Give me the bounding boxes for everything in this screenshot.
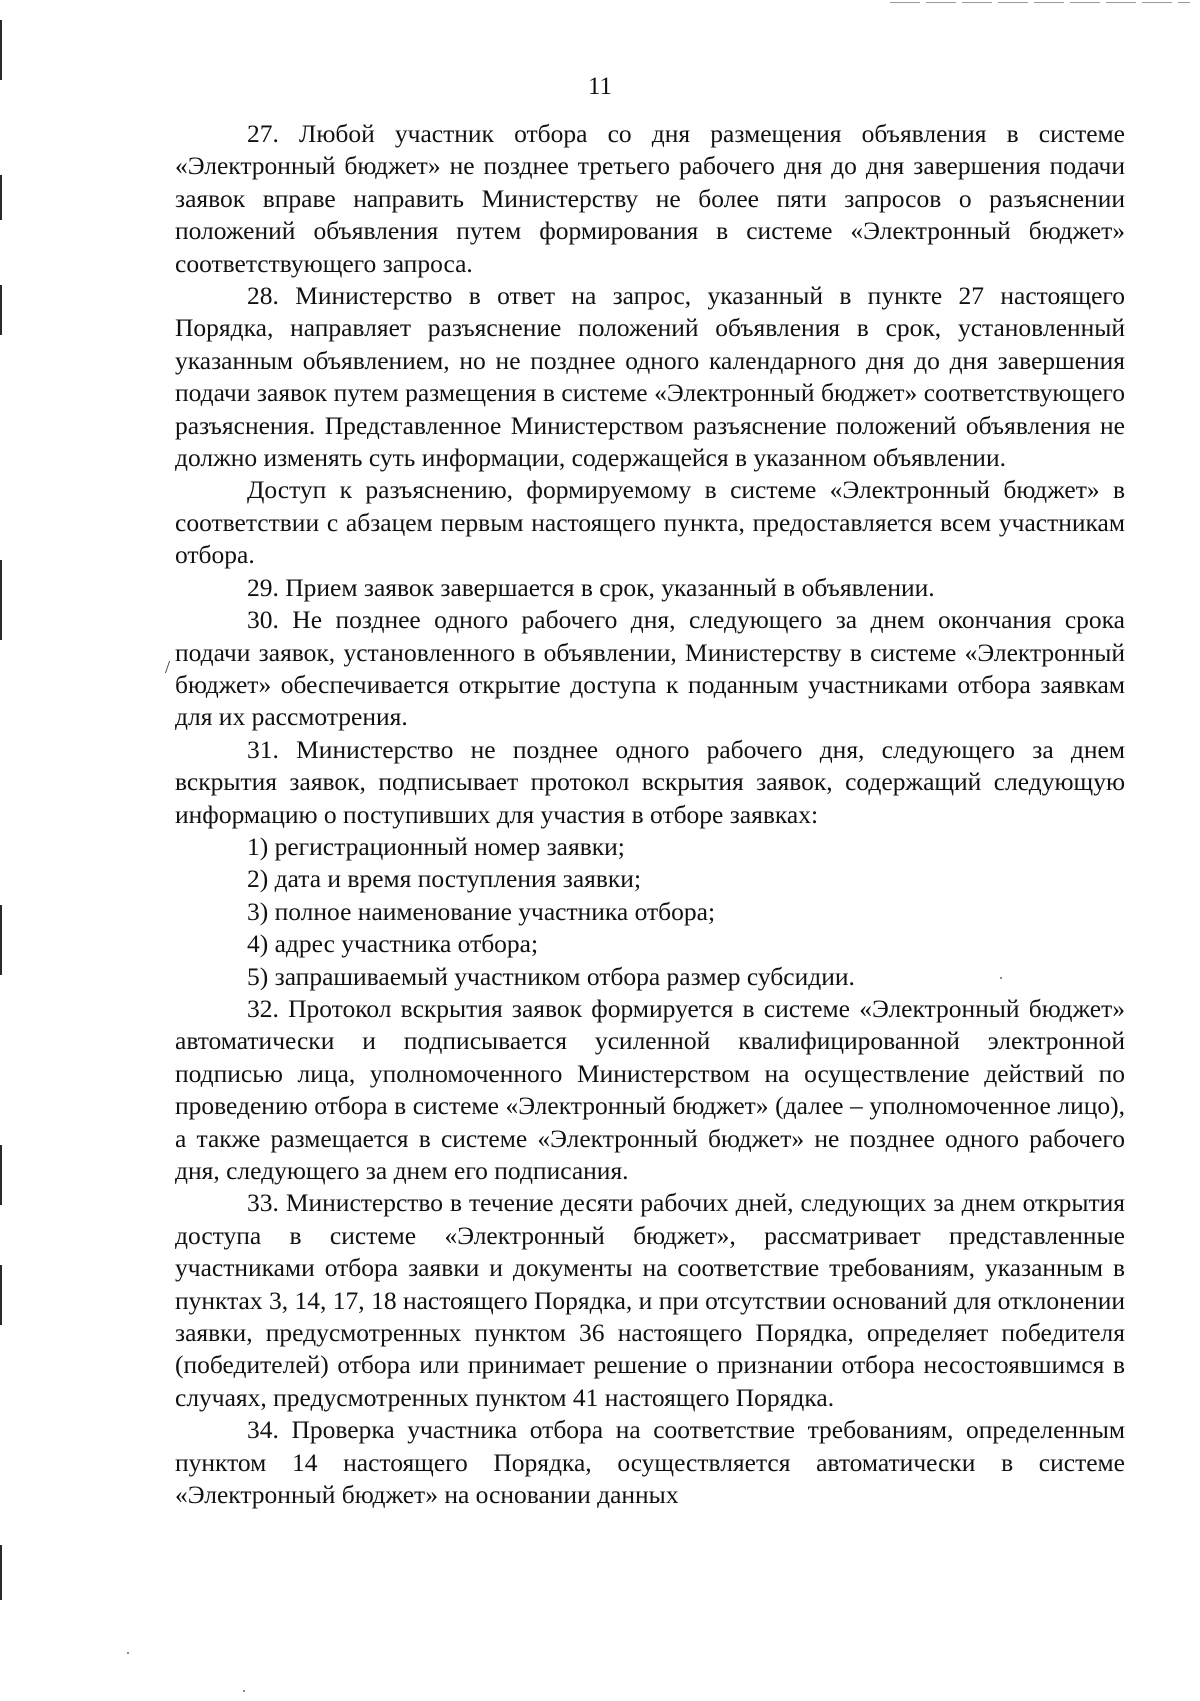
paragraph: 27. Любой участник отбора со дня размещения объявления в системе «Электронный бюджет» не позднее третьего рабочего дня до дня завершения подачи заявок вправе направить Министерству не более пяти запросов о разъяснении положений объявления путем формирования в системе «Электронный бюджет» соответствующего запроса. [175,119,1125,278]
scan-artifact-left-edge [0,20,2,80]
paragraph: 28. Министерство в ответ на запрос, указанный в пункте 27 настоящего Порядка, направляет разъяснение положений объявления в срок, установленный указанным объявлением, но не позднее одного календарного дня до дня завершения подачи заявок путем размещения в системе «Электронный бюджет» соответствующего разъяснения. Представленное Министерством разъяснение положений объявления не должно изменять суть информации, содержащейся в указанном объявлении. [175,281,1125,473]
list-item: 2) дата и время поступления заявки; [247,864,642,894]
paragraph: 31. Министерство не позднее одного рабочего дня, следующего за днем вскрытия заявок, подписывает протокол вскрытия заявок, содержащий следующую информацию о поступивших для участия в отборе заявках: [175,734,1125,829]
pen-mark: / [165,657,171,677]
paragraph: 30. Не позднее одного рабочего дня, следующего за днем окончания срока подачи заявок, установленного в объявлении, Министерству в системе «Электронный бюджет» обеспечивается открытие доступа к поданным участниками отбора заявкам для их рассмотрения. [175,605,1125,732]
scan-artifact-left-edge [0,560,2,640]
list-item: 5) запрашиваемый участником отбора размер субсидии. [247,961,855,991]
list-item: 1) регистрационный номер заявки; [247,831,625,861]
scan-artifact-left-edge [0,905,2,975]
scan-speck [243,1690,245,1692]
scan-artifact-left-edge [0,1545,2,1600]
scan-speck [127,1652,129,1654]
paragraph: 33. Министерство в течение десяти рабочих дней, следующих за днем открытия доступа в системе «Электронный бюджет», рассматривает представленные участниками отбора заявки и документы на соответствие требованиям, указанным в пунктах 3, 14, 17, 18 настоящего Порядка, и при отсутствии оснований для отклонении заявки, предусмотренных пунктом 36 настоящего Порядка, определяет победителя (победителей) отбора или принимает решение о признании отбора несостоявшимся в случаях, предусмотренных пунктом 41 настоящего Порядка. [175,1188,1125,1412]
document-body [175,118,1125,1511]
list-item: 4) адрес участника отбора; [247,929,539,959]
paragraph: Доступ к разъяснению, формируемому в системе «Электронный бюджет» в соответствии с абзацем первым настоящего пункта, предоставляется всем участникам отбора. [175,475,1125,570]
scan-artifact-left-edge [0,285,2,335]
scan-artifact-left-edge [0,1145,2,1205]
scan-artifact-top-line [890,2,1190,3]
paragraph: 32. Протокол вскрытия заявок формируется в системе «Электронный бюджет» автоматически и подписывается усиленной квалифицированной электронной подписью лица, уполномоченного Министерством на осуществление действий по проведению отбора в системе «Электронный бюджет» (далее – уполномоченное лицо), а также размещается в системе «Электронный бюджет» не позднее одного рабочего дня, следующего за днем его подписания. [175,993,1125,1185]
scan-artifact-left-edge [0,1265,2,1325]
page-number: 11 [587,73,613,100]
scan-artifact-left-edge [0,175,2,220]
paragraph: 34. Проверка участника отбора на соответствие требованиям, определенным пунктом 14 настоящего Порядка, осуществляется автоматически в системе «Электронный бюджет» на основании данных [175,1415,1125,1510]
list-item: 3) полное наименование участника отбора; [247,896,716,926]
paragraph: 29. Прием заявок завершается в срок, указанный в объявлении. [247,572,935,602]
